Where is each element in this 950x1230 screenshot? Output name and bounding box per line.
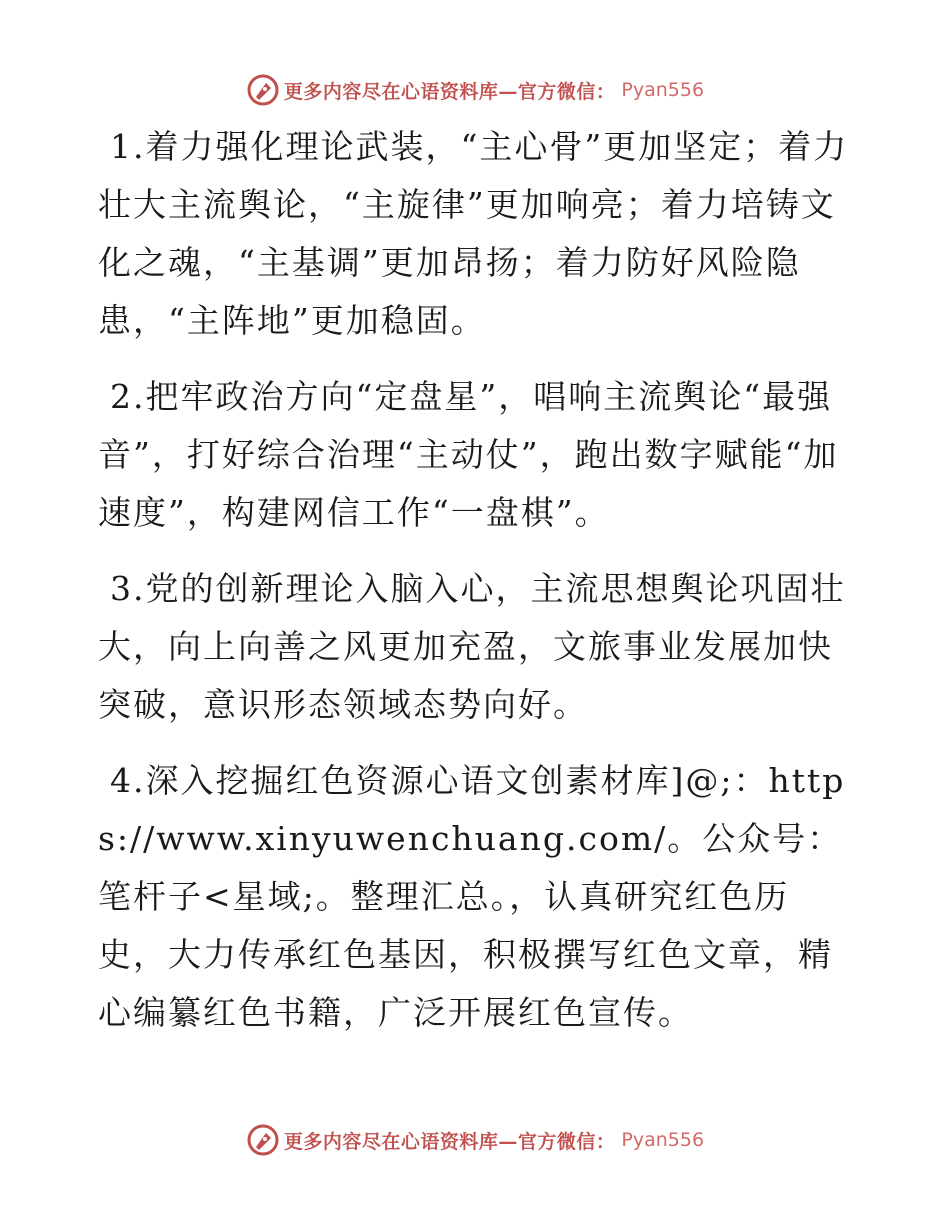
pen-nib-logo-icon: [246, 1123, 280, 1157]
header-banner-inner: [246, 73, 704, 107]
footer-banner-inner: [246, 1123, 704, 1157]
pen-nib-logo-icon: [246, 73, 280, 107]
header-wechat-id: Pyan556: [621, 79, 705, 101]
paragraph-3: 3.党的创新理论入脑入心，主流思想舆论巩固壮大，向上向善之风更加充盈，文旅事业发展加快突破，意识形态领域态势向好。: [98, 569, 846, 724]
paragraph-1: 1.着力强化理论武装，“主心骨”更加坚定；着力壮大主流舆论，“主旋律”更加响亮；着力培铸文化之魂，“主基调”更加昂扬；着力防好风险隐患，“主阵地”更加稳固。: [98, 127, 849, 340]
header-banner-text: 更多内容尽在心语资料库—官方微信：: [283, 80, 616, 103]
footer-banner: [0, 1120, 950, 1160]
paragraph-4: 4.深入挖掘红色资源心语文创素材库]@;：https://www.xinyuwenchuang.com/。公众号：笔杆子<星域;。整理汇总。，认真研究红色历史，大力传承红色基因，积极撰写红色文章，精心编纂红色书籍，广泛开展红色宣传。: [98, 761, 846, 1032]
footer-wechat-id: Pyan556: [621, 1129, 705, 1151]
document-body: [98, 118, 850, 1060]
footer-banner-text: 更多内容尽在心语资料库—官方微信：: [283, 1130, 616, 1153]
paragraph-2: 2.把牢政治方向“定盘星”，唱响主流舆论“最强音”，打好综合治理“主动仗”，跑出数字赋能“加速度”，构建网信工作“一盘棋”。: [98, 377, 839, 532]
header-banner: [0, 70, 950, 110]
